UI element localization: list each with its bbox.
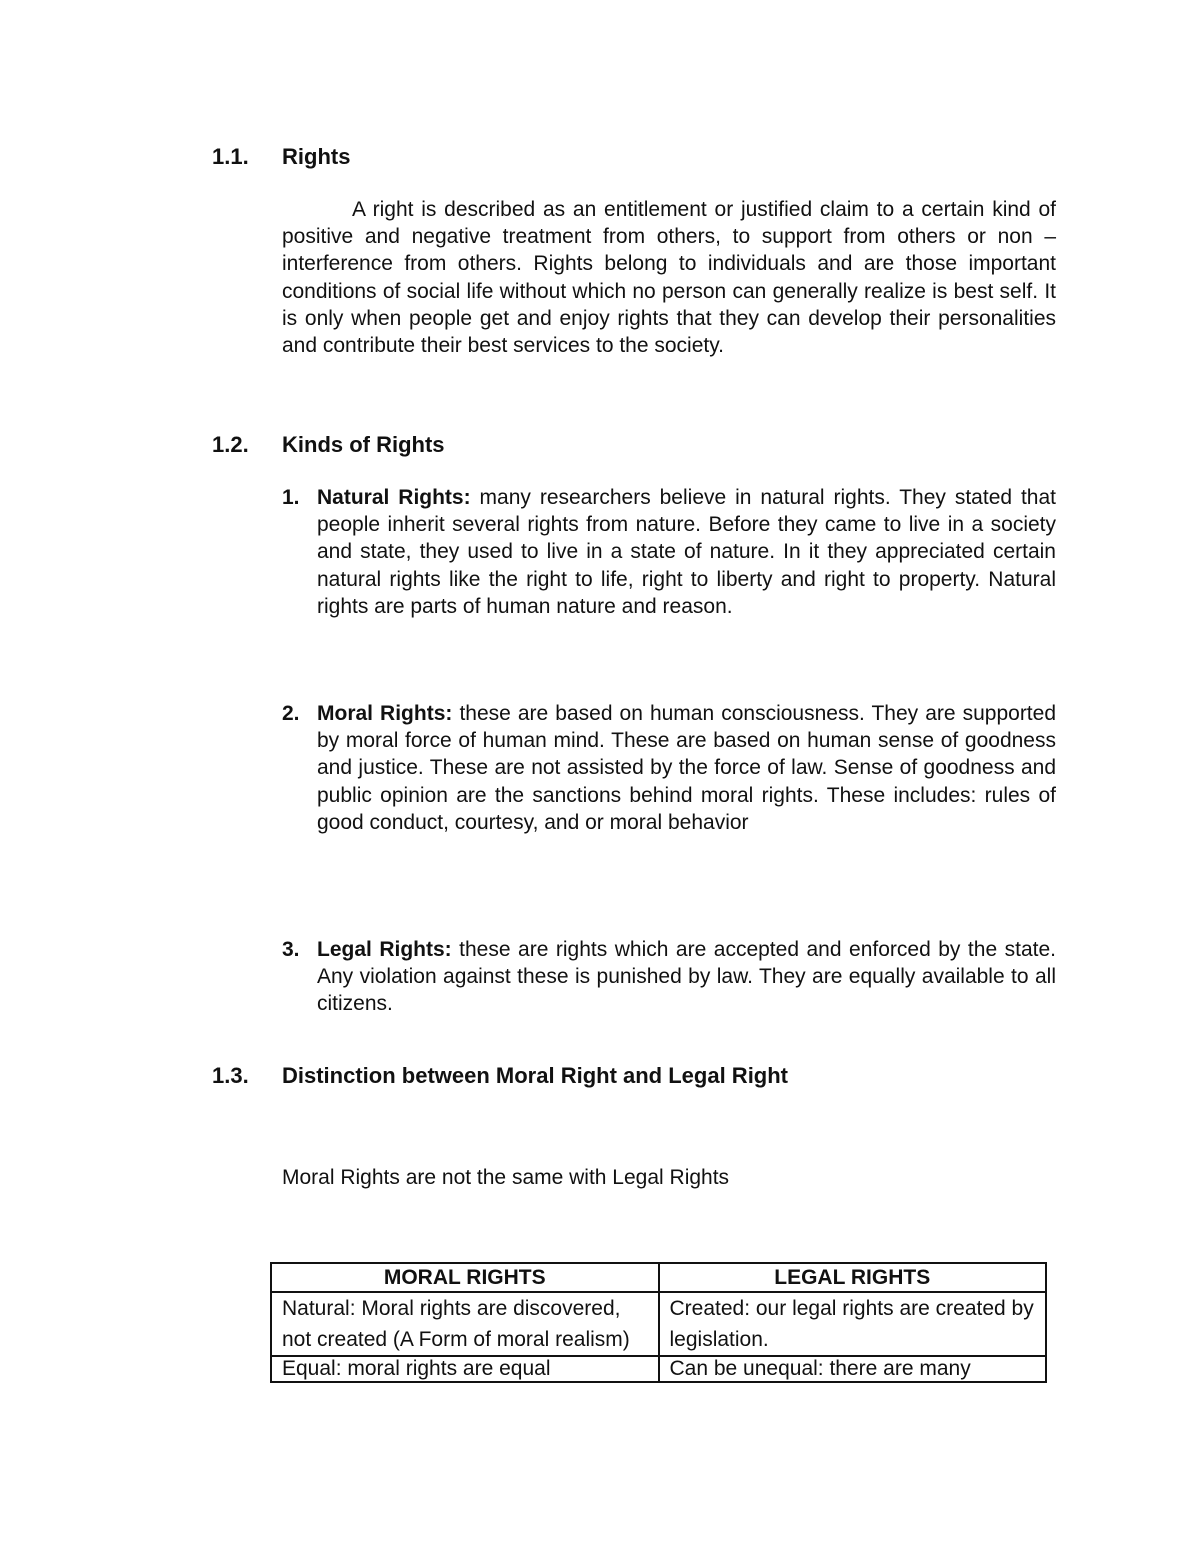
list-item-term: Legal Rights: xyxy=(317,938,452,961)
table-header-moral: MORAL RIGHTS xyxy=(271,1263,659,1292)
section-heading-kinds-of-rights xyxy=(212,431,445,458)
table-cell: Created: our legal rights are created by legislation. xyxy=(659,1292,1047,1356)
list-item-text: many researchers believe in natural rights. They stated that people inherit several rights from nature. Before they came to live in a society and state, they used to live in a state of nature. In it they appreciated certain natural rights like the right to life, right to liberty and right to property. Natural rights are parts of human nature and reason. xyxy=(317,486,1057,618)
table-cell: Can be unequal: there are many xyxy=(659,1356,1047,1382)
section-heading-distinction xyxy=(212,1062,788,1089)
list-marker: 3. xyxy=(282,938,300,961)
section-number: 1.2. xyxy=(212,432,249,457)
section-title: Rights xyxy=(282,144,351,169)
paragraph-text: A right is described as an entitlement or justified claim to a certain kind of positive and negative treatment from others, to support from others or non – interference from others. Rights belong to individuals and are those important conditions of social life without which no person can generally realize is best self. It is only when people get and enjoy rights that they can develop their personalities and contribute their best services to the society. xyxy=(282,198,1056,358)
section-number: 1.3. xyxy=(212,1063,249,1088)
list-marker: 1. xyxy=(282,486,300,509)
table-cell: Equal: moral rights are equal xyxy=(271,1356,659,1382)
distinction-intro-text: Moral Rights are not the same with Legal Rights xyxy=(282,1166,730,1189)
list-item-term: Natural Rights: xyxy=(317,486,471,509)
section-heading-rights xyxy=(212,143,350,170)
list-item-text: these are based on human consciousness. They are supported by moral force of human mind. These are based on human sense of goodness and justice. These are not assisted by the force of law. Sense of goodness and public opinion are the sanctions behind moral rights. These includes: rules of good conduct, courtesy, and or moral behavior xyxy=(317,702,1056,834)
list-item-natural-rights xyxy=(282,484,1056,620)
section-title: Distinction between Moral Right and Legal Right xyxy=(282,1063,789,1088)
section-title: Kinds of Rights xyxy=(282,432,445,457)
rights-definition-paragraph xyxy=(282,196,1056,359)
rights-comparison-table xyxy=(270,1262,1047,1383)
list-marker: 2. xyxy=(282,702,300,725)
list-item-body xyxy=(317,936,1056,1018)
list-item-body xyxy=(317,700,1056,836)
list-item-body xyxy=(317,484,1056,620)
table-header-row xyxy=(271,1263,1046,1292)
list-item-legal-rights xyxy=(282,936,1056,1018)
table-row xyxy=(271,1292,1046,1356)
table-row xyxy=(271,1356,1046,1382)
table-header-legal: LEGAL RIGHTS xyxy=(659,1263,1047,1292)
section-number: 1.1. xyxy=(212,144,249,169)
list-item-moral-rights xyxy=(282,700,1056,836)
list-item-term: Moral Rights: xyxy=(317,702,453,725)
list-item-text: these are rights which are accepted and enforced by the state. Any violation against these is punished by law. They are equally available to all citizens. xyxy=(317,938,1056,1016)
table-cell: Natural: Moral rights are discovered, not created (A Form of moral realism) xyxy=(271,1292,659,1356)
